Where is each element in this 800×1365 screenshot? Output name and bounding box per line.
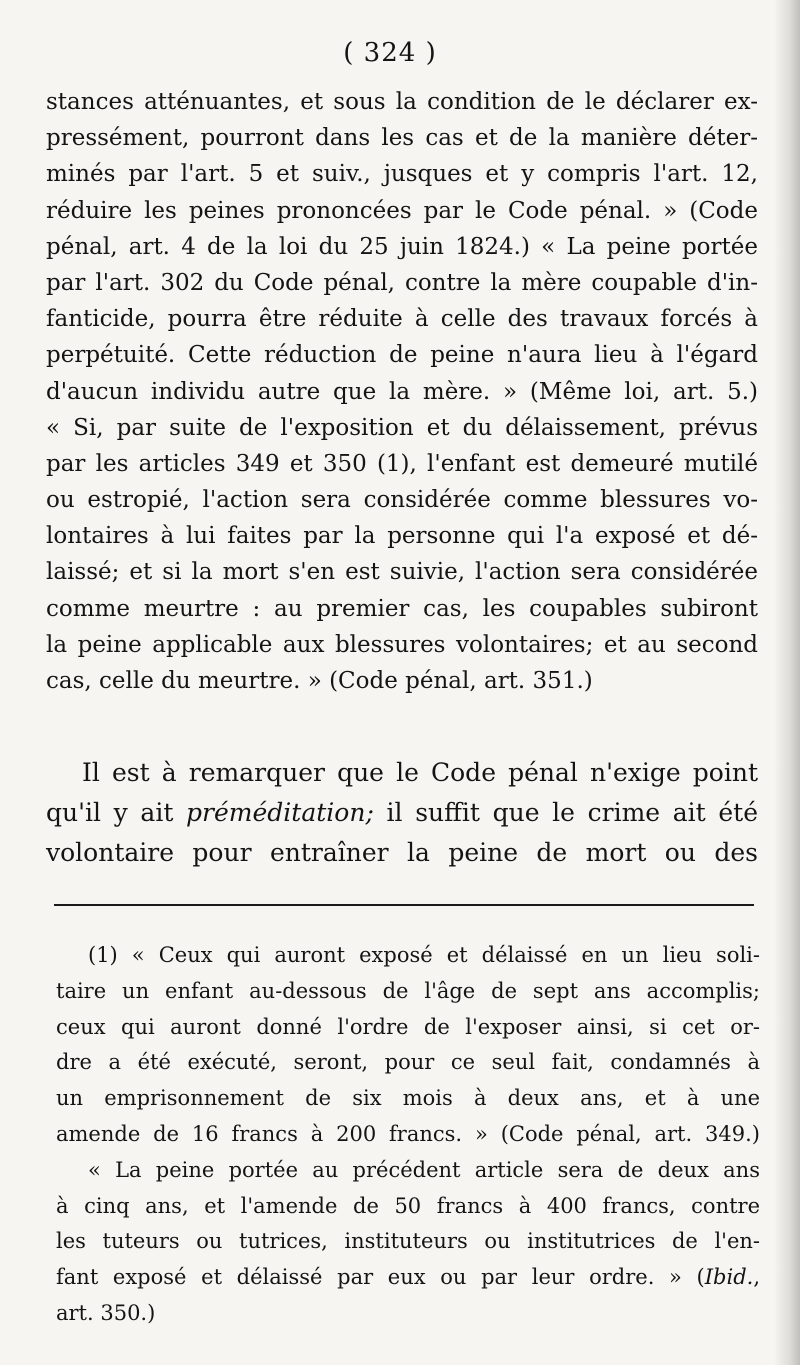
text-line: stances atténuantes, et sous la condition de le déclarer ex- <box>46 89 758 115</box>
footnote-line: un emprisonnement de six mois à deux ans, et à une <box>56 1086 760 1111</box>
text-line: par les articles 349 et 350 (1), l'enfant est demeuré mutilé <box>46 450 758 477</box>
text-fragment: fant exposé et délaissé par eux ou par leur ordre. » ( <box>56 1265 705 1290</box>
footnote-line: dre a été exécuté, seront, pour ce seul fait, condamnés à <box>56 1050 760 1075</box>
text-line: d'aucun individu autre que la mère. » (Même loi, art. 5.) <box>46 378 758 405</box>
text-line-with-italic <box>46 793 758 833</box>
footnote-line: amende de 16 francs à 200 francs. » (Code pénal, art. 349.) <box>56 1121 760 1146</box>
text-line: volontaire pour entraîner la peine de mort ou des <box>46 838 758 867</box>
text-line: réduire les peines prononcées par le Code pénal. » (Code <box>46 197 758 224</box>
footnote-line-with-italic <box>56 1260 760 1296</box>
footnote-line: art. 350.) <box>56 1300 156 1325</box>
text-line: ou estropié, l'action sera considérée comme blessures vo- <box>46 487 758 514</box>
footnote-line: « La peine portée au précédent article sera de deux ans <box>88 1157 760 1182</box>
text-fragment: , <box>753 1265 760 1290</box>
second-paragraph <box>46 753 758 873</box>
italic-reference: Ibid. <box>704 1265 754 1290</box>
footnote-line: les tuteurs ou tutrices, instituteurs ou institutrices de l'en- <box>56 1229 760 1254</box>
text-line: « Si, par suite de l'exposition et du délaissement, prévus <box>46 414 758 441</box>
main-paragraph <box>46 84 758 699</box>
text-line: minés par l'art. 5 et suiv., jusques et y compris l'art. 12, <box>46 161 758 188</box>
footnote <box>56 938 760 1332</box>
footnote-line: taire un enfant au-dessous de l'âge de sept ans accomplis; <box>56 978 760 1003</box>
text-line: lontaires à lui faites par la personne qui l'a exposé et dé- <box>46 523 758 550</box>
text-line: la peine applicable aux blessures volontaires; et au second <box>46 631 758 658</box>
page-shadow-edge <box>774 0 800 1365</box>
footnote-line: (1) « Ceux qui auront exposé et délaissé en un lieu soli- <box>88 943 760 967</box>
footnote-divider <box>54 904 754 906</box>
page-number: ( 324 ) <box>343 38 437 68</box>
text-line: perpétuité. Cette réduction de peine n'aura lieu à l'égard <box>46 342 758 369</box>
text-line: cas, celle du meurtre. » (Code pénal, art. 351.) <box>46 668 593 694</box>
text-line: fanticide, pourra être réduite à celle des travaux forcés à <box>46 306 758 333</box>
italic-term: préméditation; <box>186 798 374 827</box>
text-line: pénal, art. 4 de la loi du 25 juin 1824.) « La peine portée <box>46 233 758 260</box>
text-fragment: il suffit que le crime ait été <box>373 798 758 827</box>
text-fragment: qu'il y ait <box>46 798 187 827</box>
text-line: par l'art. 302 du Code pénal, contre la mère coupable d'in- <box>46 269 758 296</box>
footnote-line: à cinq ans, et l'amende de 50 francs à 400 francs, contre <box>56 1193 760 1218</box>
footnote-line: ceux qui auront donné l'ordre de l'exposer ainsi, si cet or- <box>56 1014 760 1039</box>
text-line: comme meurtre : au premier cas, les coupables subiront <box>46 595 758 622</box>
text-line: Il est à remarquer que le Code pénal n'exige point <box>82 758 758 787</box>
text-line: laissé; et si la mort s'en est suivie, l'action sera considérée <box>46 559 758 586</box>
text-line: pressément, pourront dans les cas et de la manière déter- <box>46 125 758 152</box>
